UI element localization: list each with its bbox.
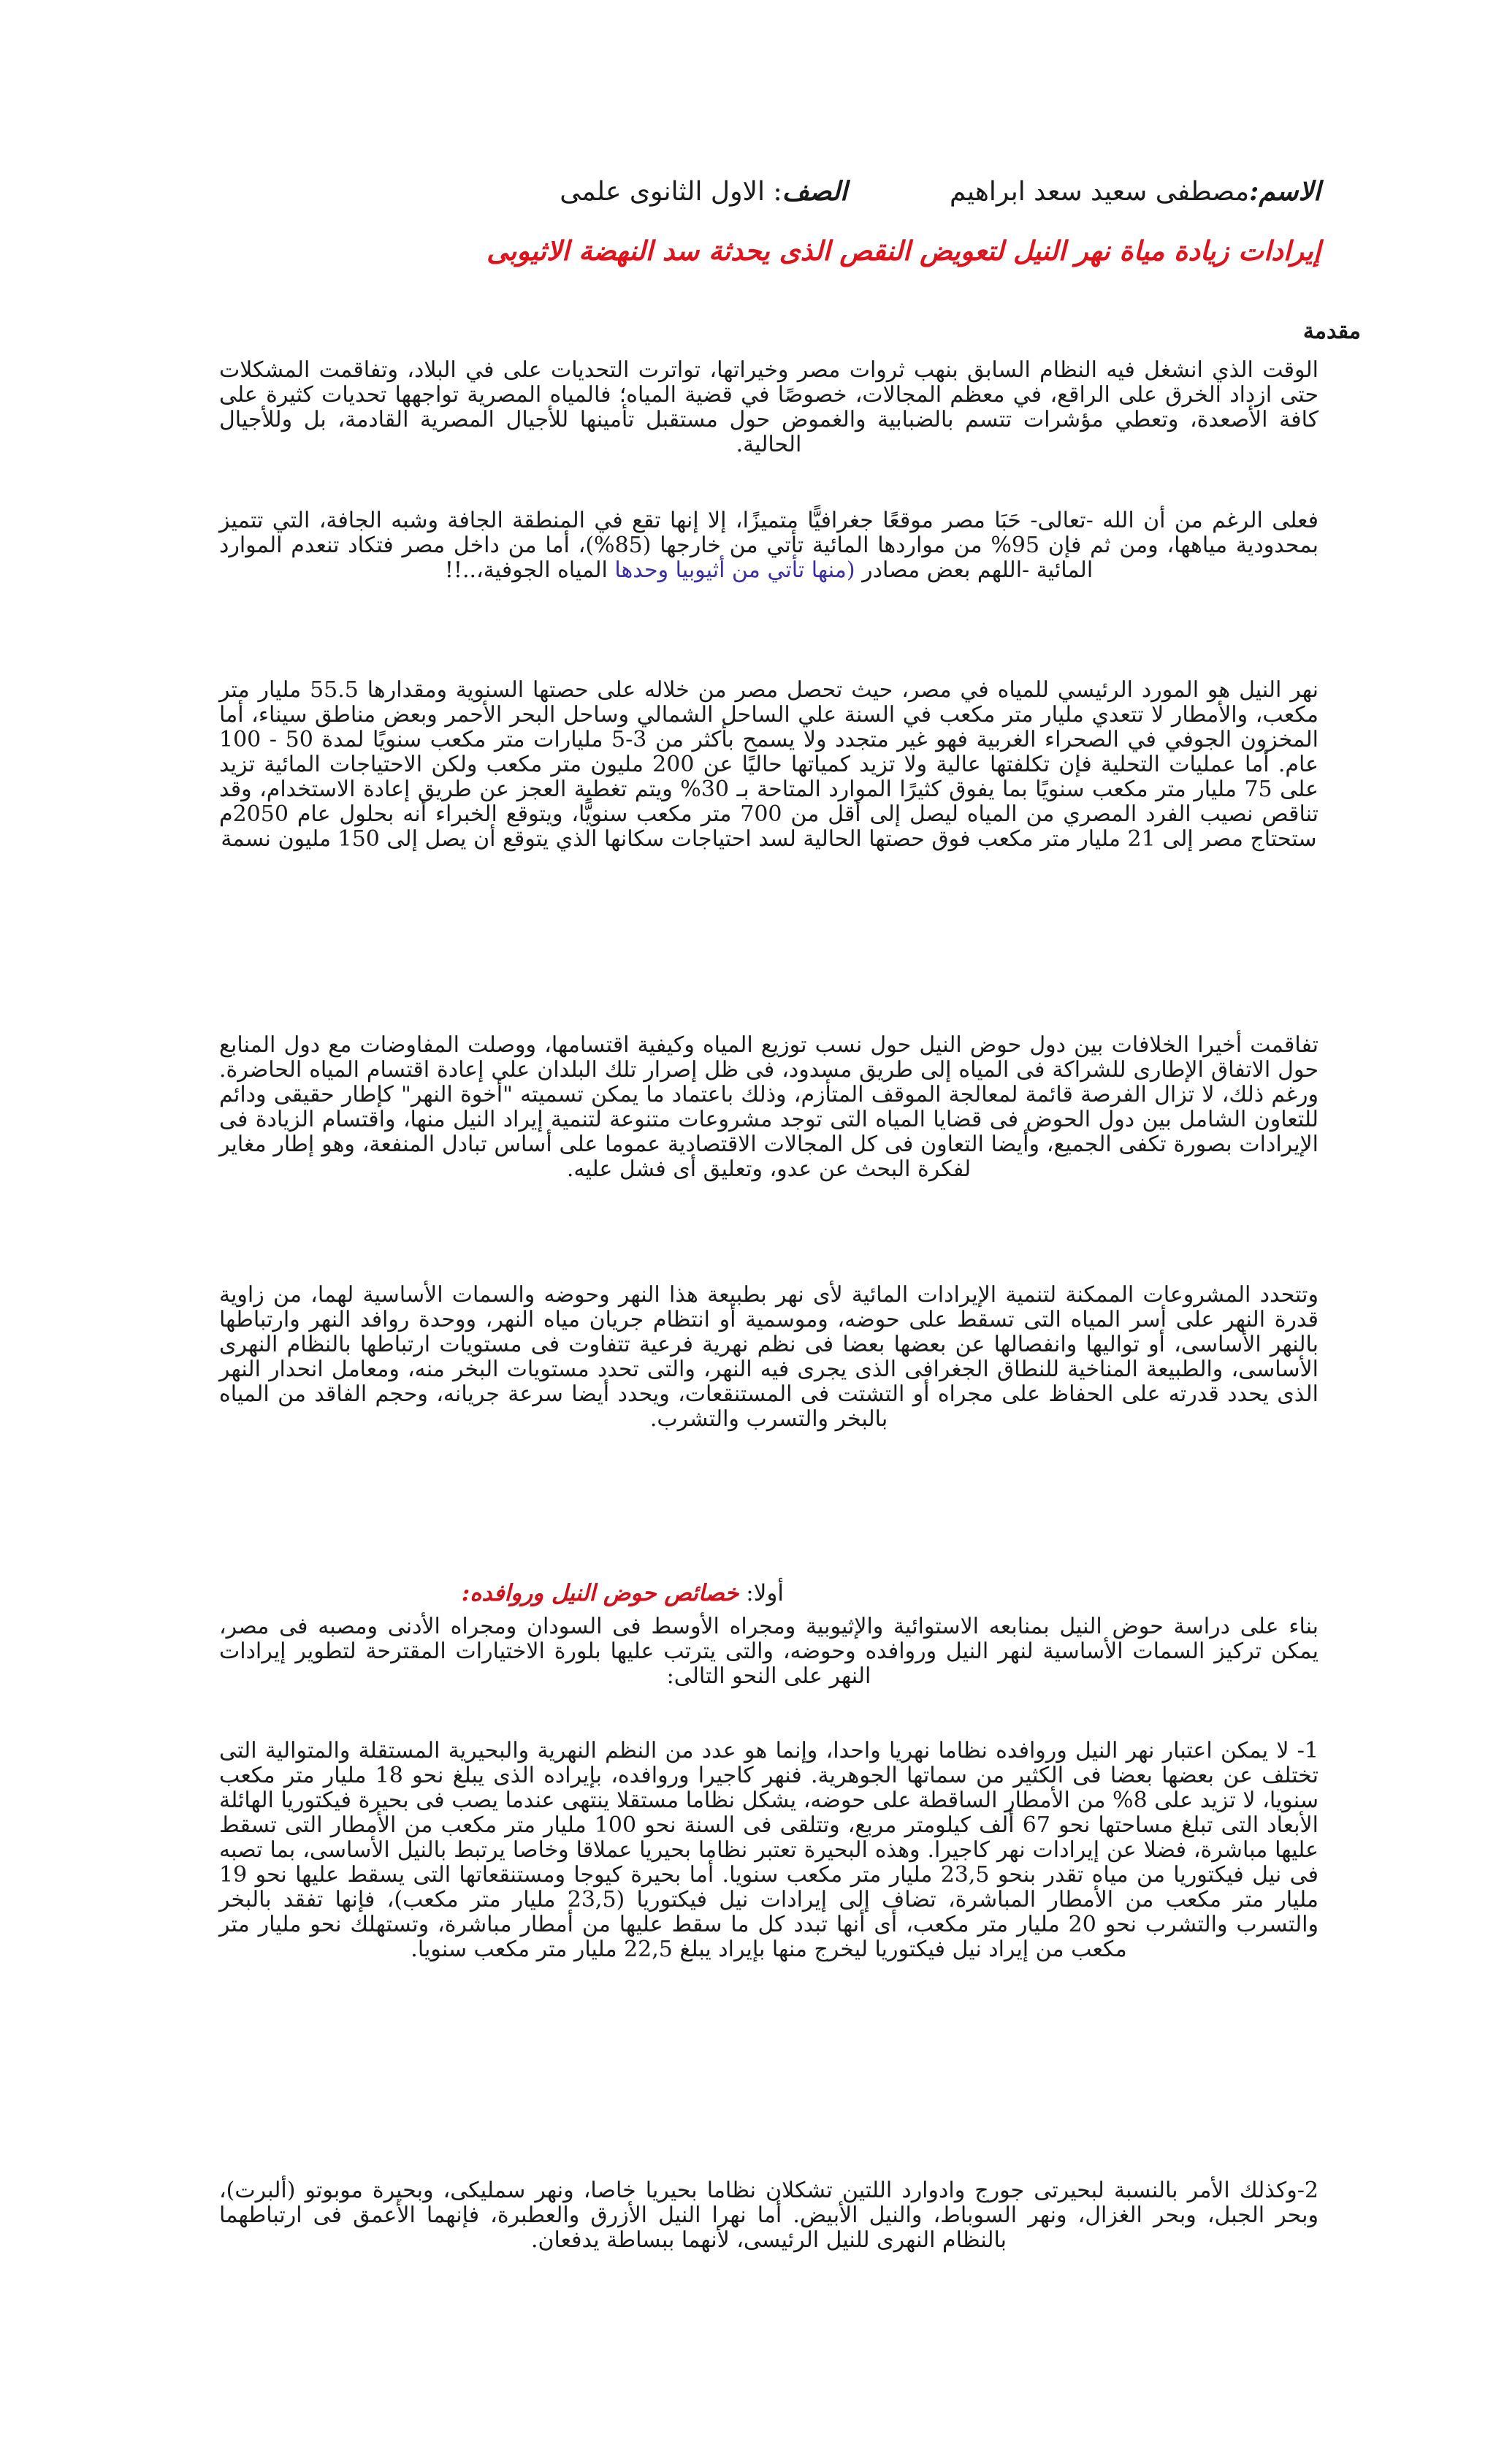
intro-paragraph-5: وتتحدد المشروعات الممكنة لتنمية الإيرادات المائية لأى نهر بطبيعة هذا النهر وحوضه والسمات الأساسية لهما، من زاوية قدرة النهر على أسر المياه التى تسقط على حوضه، وموسمية أو انتظام جريان مياه النهر، ووحدة روافد النهر وارتباطها بالنهر الأساسى، أو تواليها وانفصالها عن بعضها بعضا فى نظم نهرية فرعية تتفاوت فى مستويات ارتباطها بالنظام النهرى الأساسى، والطبيعة المناخية للنطاق الجغرافى الذى يجرى فيه النهر، والتى تحدد مستويات البخر منه، ومعامل انحدار النهر الذى يحدد قدرته على الحفاظ على مجراه أو التشتت فى المستنقعات، ويحدد أيضا سرعة جريانه، وحجم الفاقد من المياه بالبخر والتسرب والتشرب. [219, 1282, 1319, 1432]
intro-paragraph-4: تفاقمت أخيرا الخلافات بين دول حوض النيل حول نسب توزيع المياه وكيفية اقتسامها، ووصلت المفاوضات مع دول المنابع حول الاتفاق الإطارى للشراكة فى المياه إلى طريق مسدود، فى ظل إصرار تلك البلدان على إعادة اقتسام المياه الحاضرة. ورغم ذلك، لا تزال الفرصة قائمة لمعالجة الموقف المتأزم، وذلك باعتماد ما يمكن تسميته "أخوة النهر" كإطار حقيقى ودائم للتعاون الشامل بين دول الحوض فى قضايا المياه التى توجد مشروعات متنوعة لتنمية إيراد النيل منها، واقتسام الزيادة فى الإيرادات بصورة تكفى الجميع، وأيضا التعاون فى كل المجالات الاقتصادية عموما على أساس تبادل المنفعة، وهو إطار مغاير لفكرة البحث عن عدو، وتعليق أى فشل عليه. [219, 1032, 1318, 1182]
intro-heading: مقدمة [1302, 319, 1361, 344]
intro-p2-highlight: (منها تأتي من أثيوبيا وحدها [614, 557, 855, 583]
section-1-paragraph-3: 2-وكذلك الأمر بالنسبة لبحيرتى جورج وادوارد اللتين تشكلان نظاما بحيريا خاصا، ونهر سمليكى، وبحيرة موبوتو (ألبرت)، وبحر الجبل، وبحر الغزال، ونهر السوباط، والنيل الأبيض. أما نهرا النيل الأزرق والعطبرة، فإنهما الأعمق فى ارتباطهما بالنظام النهرى للنيل الرئيسى، لأنهما ببساطة يدفعان. [219, 2178, 1318, 2253]
section-1-heading [462, 1581, 784, 1606]
intro-paragraph-1: الوقت الذي انشغل فيه النظام السابق بنهب ثروات مصر وخيراتها، تواترت التحديات على في البلاد، وتفاقمت المشكلات حتى ازداد الخرق على الراقع، في معظم المجالات، خصوصًا في قضية المياه؛ فالمياه المصرية تواجهها تحديات كثيرة على كافة الأصعدة، وتعطي مؤشرات تتسم بالضبابية والغموض حول مستقبل تأمينها للأجيال المصرية القادمة، بل وللأجيال الحالية. [219, 357, 1318, 457]
name-label: الاسم: [1249, 176, 1321, 207]
class-label: الصف [782, 176, 848, 207]
document-title: إيرادات زيادة مياة نهر النيل لتعويض النقص الذى يحدثة سد النهضة الاثيوبى [486, 234, 1321, 267]
intro-paragraph-2 [219, 508, 1318, 583]
student-info-line [225, 174, 1321, 210]
intro-p2-text: فعلى الرغم من أن الله -تعالى- حَبَا مصر موقعًا جغرافيًّا متميزًا، إلا إنها تقع في المنطقة الجافة وشبه الجافة، التي تتميز بمحدودية مياهها، ومن ثم فإن 95% من مواردها المائية تأتي من خارجها (85%)، أما من داخل مصر فتكاد تنعدم الموارد المائية -اللهم بعض مصادر [219, 508, 1318, 583]
section-1-paragraph-2: 1- لا يمكن اعتبار نهر النيل وروافده نظاما نهريا واحدا، وإنما هو عدد من النظم النهرية والبحيرية المستقلة والمتوالية التى تختلف عن بعضها بعضا فى الكثير من سماتها الجوهرية. فنهر كاجيرا وروافده، بإيراده الذى يبلغ نحو 18 مليار متر مكعب سنويا، لا تزيد على 8% من الأمطار الساقطة على حوضه، يشكل نظاما مستقلا ينتهى عندما يصب فى بحيرة فيكتوريا الهائلة الأبعاد التى تبلغ مساحتها نحو 67 ألف كيلومتر مربع، وتتلقى فى السنة نحو 100 مليار متر مكعب من الأمطار التى تسقط عليها مباشرة، فضلا عن إيرادات نهر كاجيرا. وهذه البحيرة تعتبر نظاما بحيريا عملاقا وخاصا يرتبط بالنيل الأساسى، بما تصبه فى نيل فيكتوريا من مياه تقدر بنحو 23,5 مليار متر مكعب سنويا. أما بحيرة كيوجا ومستنقعاتها التى يسقط عليها نحو 19 مليار متر مكعب من الأمطار المباشرة، تضاف إلى إيرادات نيل فيكتوريا (23,5 مليار متر مكعب)، فإنها تفقد بالبخر والتسرب والتشرب نحو 20 مليار متر مكعب، أى أنها تبدد كل ما سقط عليها من أمطار مباشرة، وتستهلك نحو مليار متر مكعب من إيراد نيل فيكتوريا ليخرج منها بإيراد يبلغ 22,5 مليار متر مكعب سنويا. [219, 1738, 1318, 1962]
section-1-paragraph-1: بناء على دراسة حوض النيل بمنابعه الاستوائية والإثيوبية ومجراه الأوسط فى السودان ومجراه الأدنى ومصبه فى مصر، يمكن تركيز السمات الأساسية لنهر النيل وروافده وحوضه، والتى يترتب عليها بلورة الاختيارات المقترحة لتطوير إيرادات النهر على النحو التالى: [219, 1614, 1319, 1689]
section-1-title: خصائص حوض النيل وروافده: [461, 1580, 739, 1606]
student-class: : الاول الثانوى علمى [560, 177, 782, 207]
intro-p2-end: المياه الجوفية،..!! [444, 557, 608, 583]
section-1-prefix: أولا: [739, 1580, 784, 1606]
intro-paragraph-3: نهر النيل هو المورد الرئيسي للمياه في مصر، حيث تحصل مصر من خلاله على حصتها السنوية ومقدارها 55.5 مليار متر مكعب، والأمطار لا تتعدي مليار متر مكعب في السنة علي الساحل الشمالي وساحل البحر الأحمر وبعض مناطق سيناء، أما المخزون الجوفي في الصحراء الغربية فهو غير متجدد ولا يسمح بأكثر من 3-5 مليارات متر مكعب سنويًا لمدة 50 - 100 عام. أما عمليات التحلية فإن تكلفتها عالية ولا تزيد كمياتها حاليًا عن 200 مليون متر مكعب ولكن الاحتياجات المائية تزيد على 75 مليار متر مكعب سنويًا بما يفوق كثيرًا الموارد المتاحة بـ 30% ويتم تغطية العجز عن طريق إعادة الاستخدام، وقد تناقص نصيب الفرد المصري من المياه ليصل إلى أقل من 700 متر مكعب سنويًّا، ويتوقع الخبراء أنه بحلول عام 2050م ستحتاج مصر إلى 21 مليار متر مكعب فوق حصتها الحالية لسد احتياجات سكانها الذي يتوقع أن يصل إلى 150 مليون نسمة [219, 677, 1318, 852]
student-name: مصطفى سعيد سعد ابراهيم [950, 177, 1250, 207]
